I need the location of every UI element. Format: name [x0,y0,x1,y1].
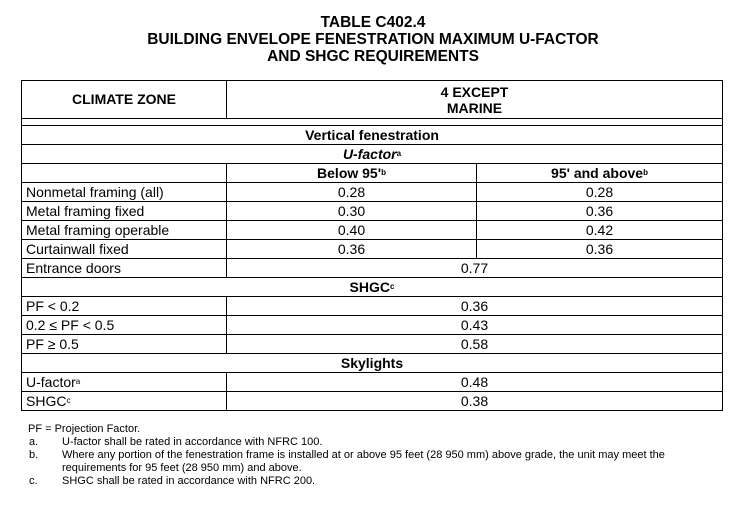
table-row [22,183,723,202]
skylight-value: 0.38 [227,392,723,411]
section-row [22,126,723,145]
table-title-line1: BUILDING ENVELOPE FENESTRATION MAXIMUM U-FACTOR [147,31,599,48]
row-label: U-factor$^a$ [22,373,227,392]
above-value: 0.42 [477,221,723,240]
above-value: 0.28 [477,183,723,202]
row-label: Entrance doors [22,259,227,278]
row-label: Nonmetal framing (all) [22,183,227,202]
blank-cell [22,164,227,183]
header-row [22,81,723,119]
spacer-row [22,119,723,126]
row-label: PF < 0.2 [22,297,227,316]
table-row [22,259,723,278]
pf-definition: PF = Projection Factor. [28,423,141,435]
subheader-row [22,164,723,183]
footnote-text: SHGC shall be rated in accordance with NFRC 200. [62,475,316,487]
footnotes [26,423,726,488]
entrance-value: 0.77 [227,259,723,278]
vertical-fenestration-header: Vertical fenestration [22,126,723,145]
footnote-b [26,449,726,475]
footnote-c [26,475,726,488]
footnote-mark: b. [29,449,39,461]
row-label: Curtainwall fixed [22,240,227,259]
row-label: 0.2 ≤ PF < 0.5 [22,316,227,335]
footnote-text: U-factor shall be rated in accordance with NFRC 100. [62,436,323,448]
row-label: Metal framing fixed [22,202,227,221]
below-95-header: Below $95'^b$ [227,164,477,183]
row-label: PF ≥ 0.5 [22,335,227,354]
footnote-mark: a. [29,436,39,448]
shgc-value: 0.43 [227,316,723,335]
table-row [22,240,723,259]
below-value: 0.40 [227,221,477,240]
skylight-value: 0.48 [227,373,723,392]
skylights-header: Skylights [22,354,723,373]
row-label: Metal framing operable [22,221,227,240]
table-row [22,392,723,411]
below-value: 0.30 [227,202,477,221]
requirements-table [21,80,723,411]
table-number: TABLE C402.4 [320,14,426,31]
ufactor-header: U-factor$^a$ [22,145,723,164]
table-row [22,297,723,316]
below-value: 0.28 [227,183,477,202]
footnote-mark: c. [29,475,38,487]
table-title-line2: AND SHGC REQUIREMENTS [267,48,479,65]
above-value: 0.36 [477,240,723,259]
climate-zone-header: CLIMATE ZONE [22,81,227,119]
table-row [22,373,723,392]
section-row [22,145,723,164]
zone-header: 4 EXCEPT MARINE [227,81,723,119]
shgc-value: 0.58 [227,335,723,354]
table-row [22,202,723,221]
section-row [22,278,723,297]
section-row [22,354,723,373]
table-row [22,221,723,240]
shgc-value: 0.36 [227,297,723,316]
above-value: 0.36 [477,202,723,221]
table-row [22,316,723,335]
below-value: 0.36 [227,240,477,259]
shgc-header: SHGC$^c$ [22,278,723,297]
above-95-header: 95' and above$^b$ [477,164,723,183]
table-row [22,335,723,354]
footnote-text: Where any portion of the fenestration frame is installed at or above 95 feet (28 950 mm) above grade, the unit may meet the requirements for 95 feet (28 950 mm) and above. [62,449,665,474]
footnote-a [26,436,726,449]
row-label: SHGC$^c$ [22,392,227,411]
